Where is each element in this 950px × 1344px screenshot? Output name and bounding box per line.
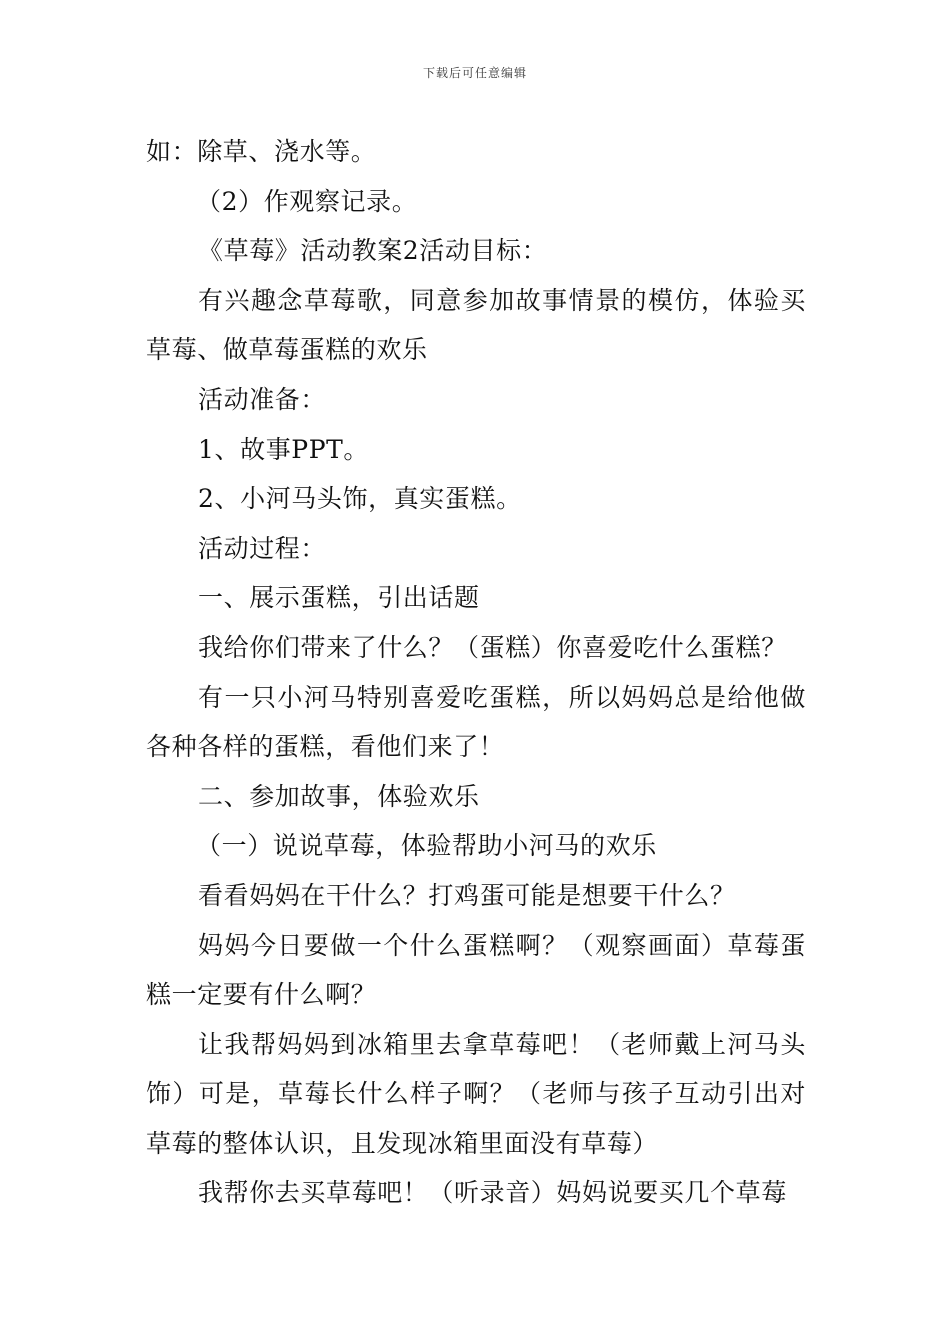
paragraph-13: （一）说说草莓，体验帮助小河马的欢乐 <box>196 831 657 861</box>
paragraph-8: 活动过程： <box>198 533 327 563</box>
paragraph-9: 一、展示蛋糕，引出话题 <box>198 583 480 613</box>
paragraph-16: 让我帮妈妈到冰箱里去拿草莓吧！（老师戴上河马头饰）可是，草莓长什么样子啊？（老师与孩子互动引出对草莓的整体认识，且发现冰箱里面没有草莓） <box>146 1029 806 1158</box>
paragraph-1: 如：除草、浇水等。 <box>146 137 377 166</box>
paragraph-3: 《草莓》活动教案2活动目标： <box>198 236 548 266</box>
paragraph-12: 二、参加故事，体验欢乐 <box>198 781 480 811</box>
paragraph-2: （2）作观察记录。 <box>196 186 418 216</box>
paragraph-17: 我帮你去买草莓吧！（听录音）妈妈说要买几个草莓 <box>198 1178 787 1208</box>
paragraph-5: 活动准备： <box>198 384 327 414</box>
page-header: 下载后可任意编辑 <box>422 66 527 80</box>
paragraph-7: 2、小河马头饰，真实蛋糕。 <box>198 484 522 514</box>
paragraph-14: 看看妈妈在干什么？打鸡蛋可能是想要干什么？ <box>198 880 736 910</box>
paragraph-15: 妈妈今日要做一个什么蛋糕啊？（观察画面）草莓蛋糕一定要有什么啊？ <box>146 930 806 1010</box>
paragraph-4: 有兴趣念草莓歌，同意参加故事情景的模仿，体验买草莓、做草莓蛋糕的欢乐 <box>146 285 806 365</box>
document-body <box>146 127 806 1218</box>
paragraph-10: 我给你们带来了什么？（蛋糕）你喜爱吃什么蛋糕？ <box>198 632 787 662</box>
paragraph-11: 有一只小河马特别喜爱吃蛋糕，所以妈妈总是给他做各种各样的蛋糕，看他们来了！ <box>146 682 806 762</box>
paragraph-6: 1、故事PPT。 <box>198 434 370 464</box>
